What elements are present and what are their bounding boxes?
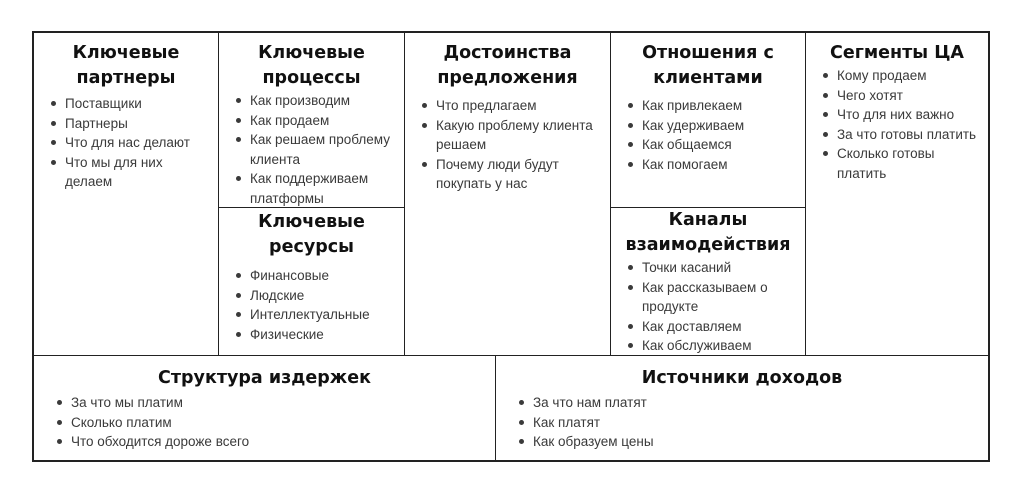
item-list: [34, 393, 495, 452]
section-key-activities: [219, 33, 405, 208]
list-item: Сколько платим: [56, 413, 489, 433]
list-item: За что готовы платить: [822, 125, 982, 145]
section-key-partners: [34, 33, 219, 355]
item-list: [219, 91, 404, 208]
list-item: Как производим: [235, 91, 398, 111]
list-item: Что мы для них делаем: [50, 153, 212, 192]
section-title: Каналы взаимодействия: [625, 210, 791, 255]
item-list: [496, 393, 988, 452]
list-item: Как обслуживаем: [627, 336, 799, 356]
list-item: Как образуем цены: [518, 432, 982, 452]
list-item: Что обходится дороже всего: [56, 432, 489, 452]
item-list: [806, 66, 988, 183]
list-item: Поставщики: [50, 94, 212, 114]
list-item: Что предлагаем: [421, 96, 604, 116]
section-revenue-streams: [496, 355, 988, 460]
item-list: [219, 266, 404, 344]
list-item: Что для них важно: [822, 105, 982, 125]
list-item: Партнеры: [50, 114, 212, 134]
item-list: [611, 96, 805, 174]
list-item: Как поддерживаем платформы: [235, 169, 398, 208]
list-item: Как платят: [518, 413, 982, 433]
list-item: Точки касаний: [627, 258, 799, 278]
section-title: Ключевые ресурсы: [258, 212, 365, 257]
list-item: Что для нас делают: [50, 133, 212, 153]
section-title: Отношения с клиентами: [642, 43, 774, 88]
list-item: Кому продаем: [822, 66, 982, 86]
list-item: Сколько готовы платить: [822, 144, 982, 183]
section-title: Источники доходов: [641, 368, 843, 388]
section-title: Ключевые партнеры: [72, 43, 180, 88]
business-model-canvas: [32, 31, 990, 462]
item-list: [611, 258, 805, 356]
list-item: Какую проблему клиента решаем: [421, 116, 604, 155]
item-list: [34, 94, 218, 192]
list-item: Как удерживаем: [627, 116, 799, 136]
section-title: Сегменты ЦА: [830, 43, 964, 63]
section-customer-relationships: [611, 33, 806, 208]
section-title: Достоинства предложения: [437, 43, 578, 88]
list-item: Как привлекаем: [627, 96, 799, 116]
list-item: Как решаем проблему клиента: [235, 130, 398, 169]
section-customer-segments: [806, 33, 988, 355]
list-item: Физические: [235, 325, 398, 345]
list-item: Финансовые: [235, 266, 398, 286]
section-channels: [611, 208, 806, 355]
list-item: Как доставляем: [627, 317, 799, 337]
list-item: Чего хотят: [822, 86, 982, 106]
list-item: За что нам платят: [518, 393, 982, 413]
list-item: Как продаем: [235, 111, 398, 131]
section-title: Ключевые процессы: [258, 43, 365, 88]
list-item: Людские: [235, 286, 398, 306]
list-item: Интеллектуальные: [235, 305, 398, 325]
section-value-propositions: [405, 33, 611, 355]
list-item: Как помогаем: [627, 155, 799, 175]
list-item: Как общаемся: [627, 135, 799, 155]
list-item: Как рассказываем о продукте: [627, 278, 799, 317]
list-item: За что мы платим: [56, 393, 489, 413]
list-item: Почему люди будут покупать у нас: [421, 155, 604, 194]
section-key-resources: [219, 208, 405, 355]
item-list: [405, 96, 610, 194]
section-cost-structure: [34, 355, 496, 460]
section-title: Структура издержек: [158, 368, 371, 388]
